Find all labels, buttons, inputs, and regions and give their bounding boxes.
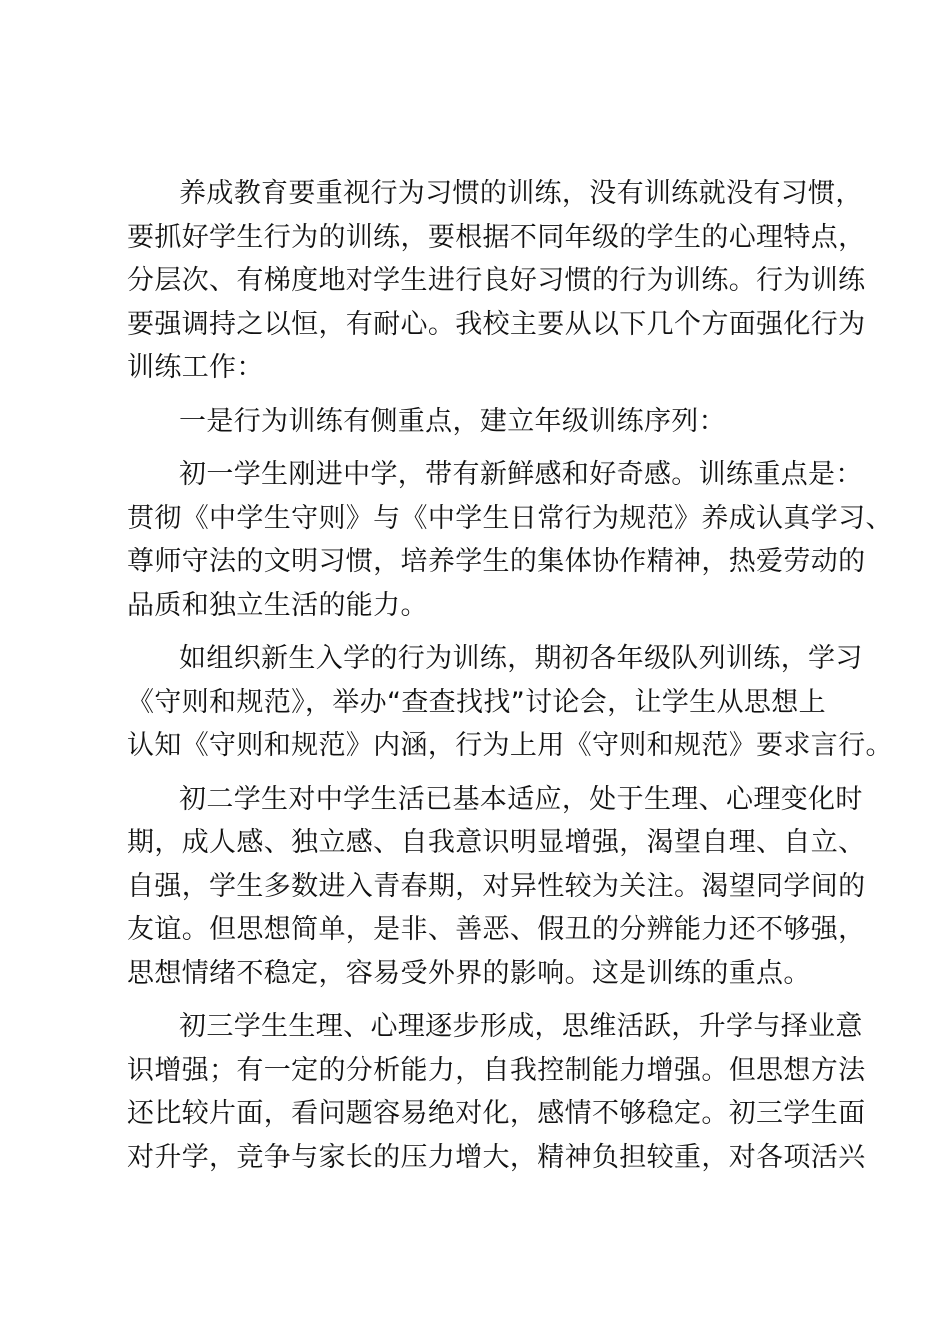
paragraph-1-line-3: 分层次、有梯度地对学生进行良好习惯的行为训练。行为训练: [127, 265, 866, 296]
paragraph-1-line-4: 要强调持之以恒，有耐心。我校主要从以下几个方面强化行为: [127, 308, 866, 340]
paragraph-3-line-2: 贯彻《中学生守则》与《中学生日常行为规范》养成认真学习、: [127, 502, 893, 534]
paragraph-5-line-4: 友谊。但思想简单，是非、善恶、假丑的分辨能力还不够强，: [127, 914, 866, 945]
paragraph-4-line-3: 认知《守则和规范》内涵，行为上用《守则和规范》要求言行。: [127, 730, 893, 761]
paragraph-4-line-2: 《守则和规范》，举办“查查找找”讨论会，让学生从思想上: [127, 686, 826, 718]
paragraph-1-line-1: 养成教育要重视行为习惯的训练，没有训练就没有习惯，: [179, 178, 863, 209]
body-text: [127, 172, 893, 1179]
paragraph-6-line-3: 还比较片面，看问题容易绝对化，感情不够稳定。初三学生面: [127, 1098, 866, 1129]
paragraph-6-line-1: 初三学生生理、心理逐步形成，思维活跃，升学与择业意: [179, 1011, 863, 1042]
paragraph-1-line-2: 要抓好学生行为的训练，要根据不同年级的学生的心理特点，: [127, 221, 866, 253]
paragraph-3-line-4: 品质和独立生活的能力。: [127, 589, 428, 621]
paragraph-3-line-3: 尊师守法的文明习惯，培养学生的集体协作精神，热爱劳动的: [127, 546, 866, 577]
paragraph-4-line-1: 如组织新生入学的行为训练，期初各年级队列训练，学习: [179, 643, 863, 674]
paragraph-5-line-5: 思想情绪不稳定，容易受外界的影响。这是训练的重点。: [127, 957, 811, 989]
paragraph-5-line-2: 期，成人感、独立感、自我意识明显增强，渴望自理、自立、: [127, 827, 866, 858]
paragraph-6-line-2: 识增强；有一定的分析能力，自我控制能力增强。但思想方法: [127, 1054, 866, 1086]
paragraph-6-line-4: 对升学，竞争与家长的压力增大，精神负担较重，对各项活兴: [127, 1141, 866, 1173]
paragraph-1-line-5: 训练工作：: [127, 352, 264, 383]
paragraph-3-line-1: 初一学生刚进中学，带有新鲜感和好奇感。训练重点是：: [179, 459, 863, 490]
paragraph-2-line-1: 一是行为训练有侧重点，建立年级训练序列：: [179, 405, 726, 437]
paragraph-5-line-3: 自强，学生多数进入青春期，对异性较为关注。渴望同学间的: [127, 870, 866, 902]
paragraph-5-line-1: 初二学生对中学生活已基本适应，处于生理、心理变化时: [179, 783, 863, 815]
